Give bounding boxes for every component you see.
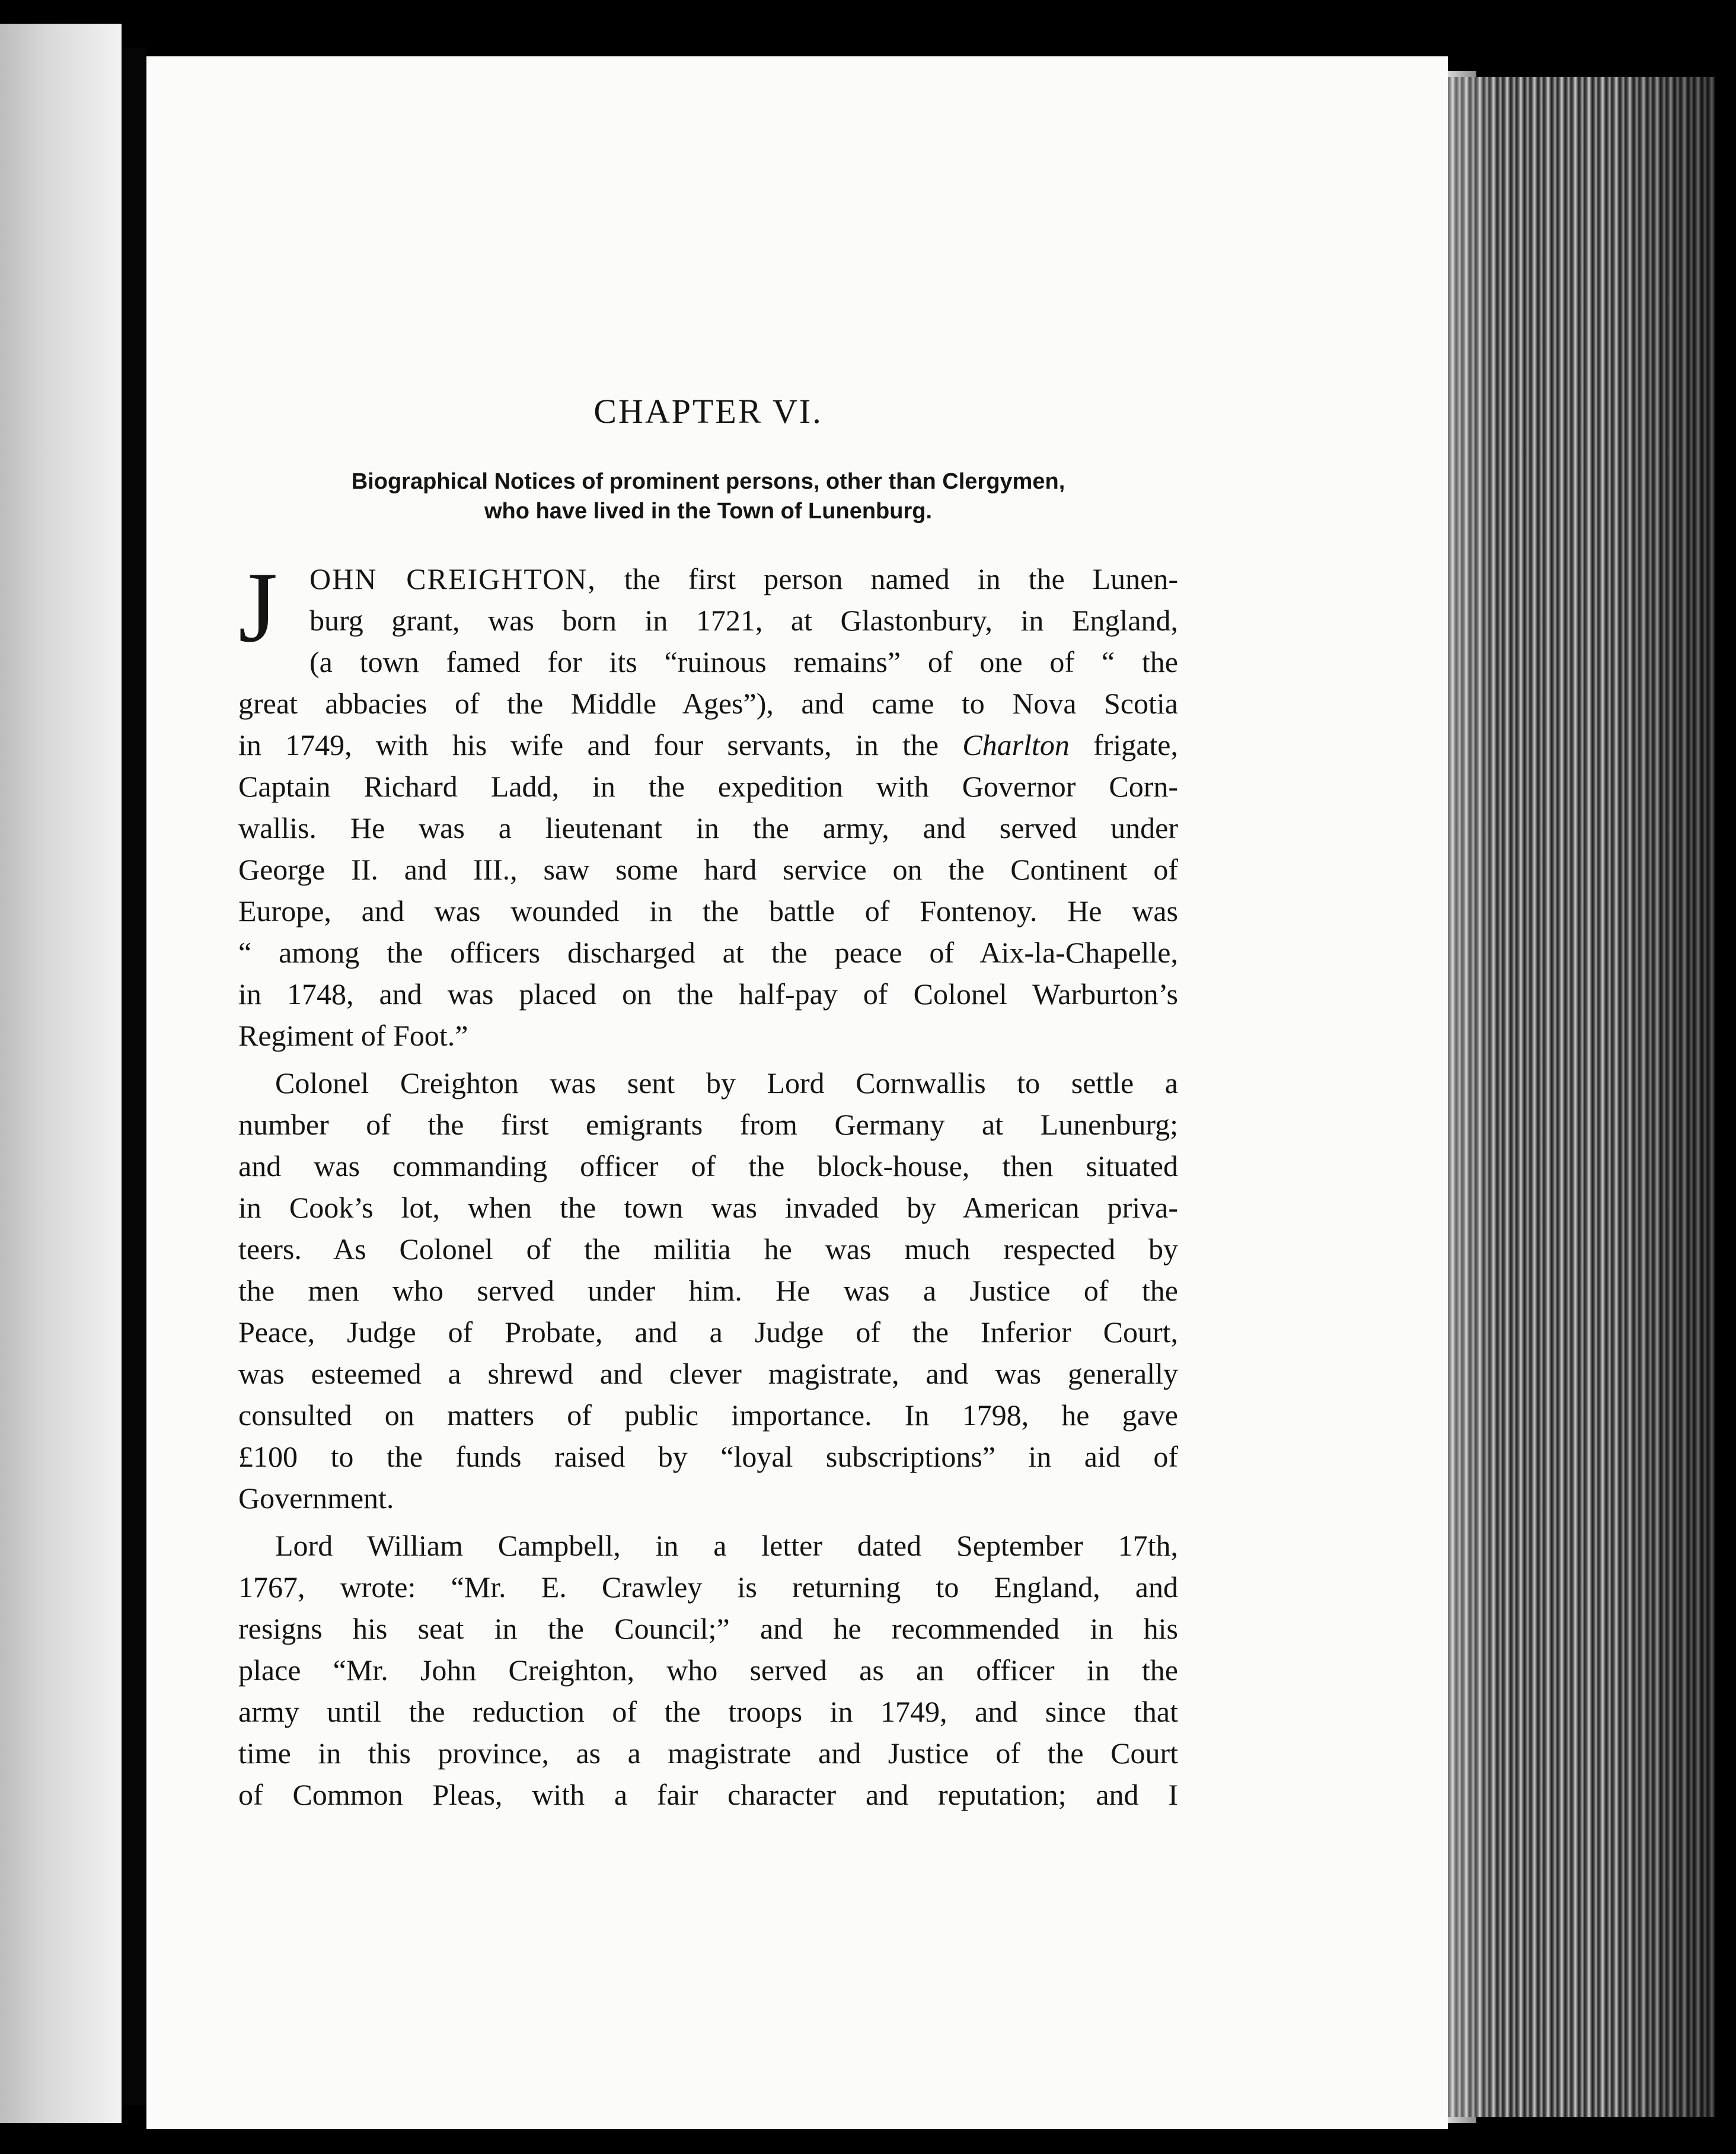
text-line: burg grant, was born in 1721, at Glastonbury, in England, xyxy=(309,604,1178,637)
text-line xyxy=(238,724,1178,766)
text-line: George II. and III., saw some hard service on the Continent of xyxy=(238,853,1178,886)
page-block-shading xyxy=(1448,77,1715,2117)
text-line: Lord William Campbell, in a letter dated September 17th, xyxy=(275,1529,1178,1562)
text-line: great abbacies of the Middle Ages”), and came to Nova Scotia xyxy=(238,687,1178,720)
text-line: of Common Pleas, with a fair character and reputation; and I xyxy=(238,1778,1178,1811)
text-fragment: frigate, xyxy=(1069,728,1178,761)
subtitle-line: Biographical Notices of prominent persons, other than Clergymen, xyxy=(351,469,1065,494)
first-word: OHN CREIGHTON, xyxy=(309,562,596,595)
text-line: Europe, and was wounded in the battle of Fontenoy. He was xyxy=(238,894,1178,928)
text-line: teers. As Colonel of the militia he was much respected by xyxy=(238,1232,1178,1266)
book-gutter xyxy=(122,47,146,2105)
text-line: Captain Richard Ladd, in the expedition with Governor Corn- xyxy=(238,770,1178,803)
text-line: “ among the officers discharged at the peace of Aix-la-Chapelle, xyxy=(238,936,1178,969)
text-line: Peace, Judge of Probate, and a Judge of the Inferior Court, xyxy=(238,1315,1178,1349)
text-line xyxy=(238,558,1178,600)
text-line: wallis. He was a lieutenant in the army, and served under xyxy=(238,811,1178,845)
paragraph-colonel-creighton xyxy=(238,1062,1178,1519)
paragraph-lord-campbell xyxy=(238,1525,1178,1815)
text-line: resigns his seat in the Council;” and he recommended in his xyxy=(238,1612,1178,1645)
text-line: in 1748, and was placed on the half-pay of Colonel Warburton’s xyxy=(238,977,1178,1011)
page-text xyxy=(238,391,1178,1815)
text-line: in Cook’s lot, when the town was invaded by American priva- xyxy=(238,1191,1178,1224)
text-line: Regiment of Foot.” xyxy=(238,1019,468,1052)
text-line: army until the reduction of the troops in 1749, and since that xyxy=(238,1695,1178,1728)
text-line: 1767, wrote: “Mr. E. Crawley is returning to England, and xyxy=(238,1570,1178,1604)
text-line: Colonel Creighton was sent by Lord Cornwallis to settle a xyxy=(275,1066,1178,1100)
text-line: place “Mr. John Creighton, who served as an officer in the xyxy=(238,1653,1178,1687)
paragraph-john-creighton xyxy=(238,552,1178,1056)
text-fragment: in 1749, with his wife and four servants, in the xyxy=(238,728,963,761)
text-line: the men who served under him. He was a Justice of the xyxy=(238,1274,1178,1307)
text-line: and was commanding officer of the block-house, then situated xyxy=(238,1149,1178,1183)
text-line: time in this province, as a magistrate and Justice of the Court xyxy=(238,1736,1178,1770)
text-line: Government. xyxy=(238,1481,394,1515)
text-line: number of the first emigrants from Germany at Lunenburg; xyxy=(238,1108,1178,1141)
subtitle-line: who have lived in the Town of Lunenburg. xyxy=(484,499,933,524)
text-line: consulted on matters of public importance. In 1798, he gave xyxy=(238,1398,1178,1432)
text-line: (a town famed for its “ruinous remains” of one of “ the xyxy=(309,645,1178,678)
text-fragment: the first person named in the Lunen- xyxy=(596,562,1178,595)
ship-name: Charlton xyxy=(962,728,1070,761)
text-line: £100 to the funds raised by “loyal subscriptions” in aid of xyxy=(238,1440,1178,1473)
facing-page-edge xyxy=(0,24,122,2123)
chapter-subtitle xyxy=(238,467,1178,526)
drop-cap: J xyxy=(238,552,278,663)
text-line: was esteemed a shrewd and clever magistrate, and was generally xyxy=(238,1357,1178,1390)
chapter-title: CHAPTER VI. xyxy=(593,392,823,431)
